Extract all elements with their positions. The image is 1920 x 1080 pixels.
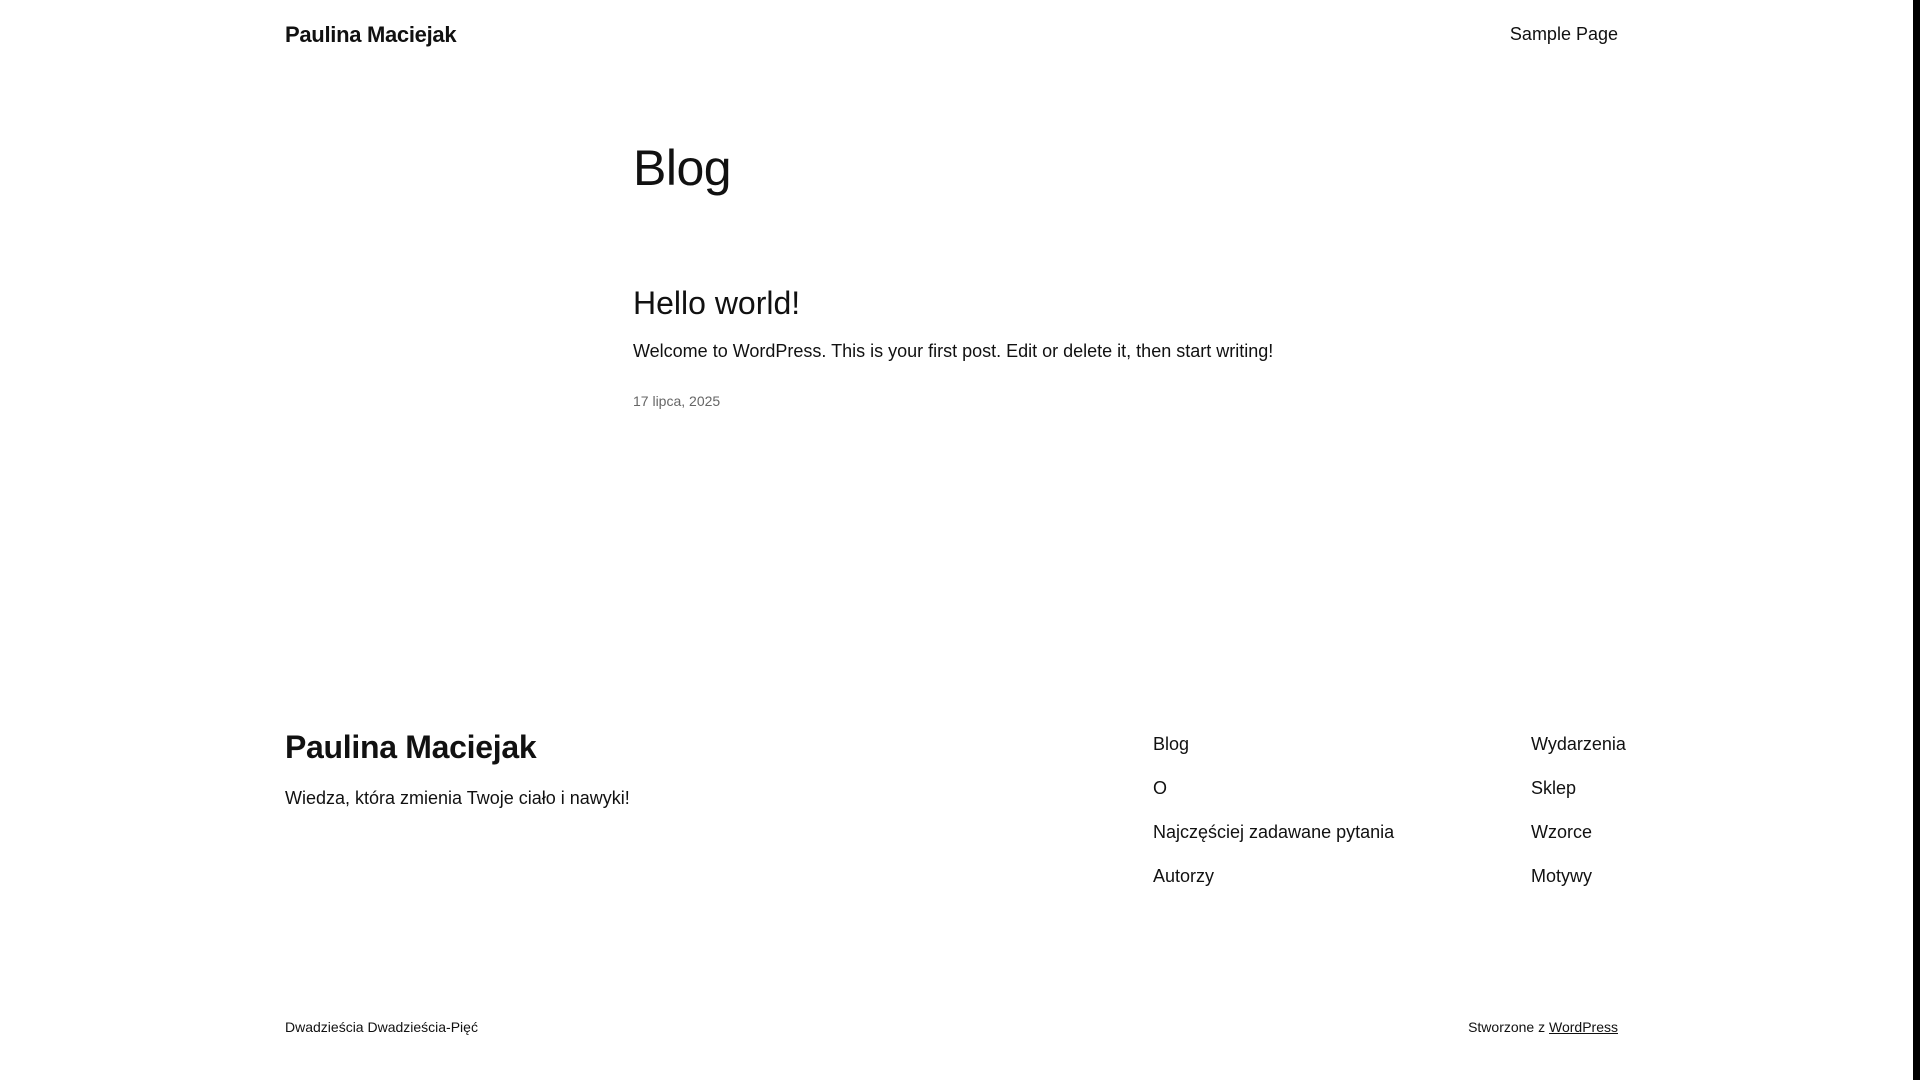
footer-nav-item-patterns[interactable]: Wzorce — [1531, 822, 1593, 842]
nav-item-sample-page[interactable]: Sample Page — [1509, 24, 1618, 44]
footer-tagline: Wiedza, która zmienia Twoje ciało i nawyki! — [285, 788, 630, 808]
powered-by-prefix: Stworzone z — [1468, 1019, 1546, 1035]
scrollbar[interactable] — [1913, 0, 1920, 1080]
post-excerpt: Welcome to WordPress. This is your first post. Edit or delete it, then start writing! — [633, 341, 1274, 361]
footer-nav-item-o[interactable]: O — [1153, 778, 1168, 798]
footer-nav-item-shop[interactable]: Sklep — [1531, 778, 1577, 798]
footer-nav-column-1 — [1153, 732, 1394, 908]
header-nav — [1510, 24, 1618, 45]
footer-nav-item-faq[interactable]: Najczęściej zadawane pytania — [1153, 822, 1395, 842]
post-date-link[interactable]: 17 lipca, 2025 — [633, 393, 721, 409]
site-title-link[interactable]: Paulina Maciejak — [285, 22, 457, 47]
page-title: Blog — [633, 140, 732, 196]
powered-by — [1468, 1019, 1618, 1035]
wordpress-link[interactable]: WordPress — [1549, 1019, 1618, 1035]
post-title-link[interactable]: Hello world! — [633, 285, 801, 321]
theme-credit: Dwadzieścia Dwadzieścia-Pięć — [285, 1019, 478, 1035]
footer-nav-column-2 — [1531, 732, 1626, 908]
footer-nav-item-blog[interactable]: Blog — [1153, 734, 1190, 754]
footer-site-title-link[interactable]: Paulina Maciejak — [285, 729, 537, 765]
footer-nav-item-themes[interactable]: Motywy — [1531, 866, 1593, 886]
footer-nav-item-authors[interactable]: Autorzy — [1153, 866, 1215, 886]
footer-nav-item-events[interactable]: Wydarzenia — [1531, 734, 1626, 754]
